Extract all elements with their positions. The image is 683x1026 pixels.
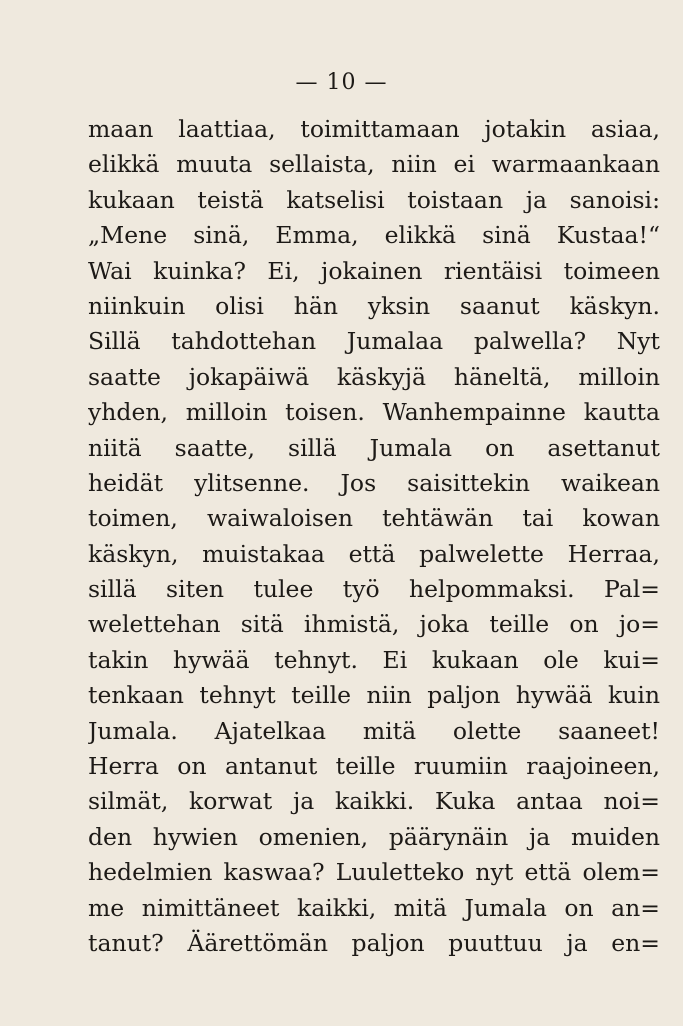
text-line: hedelmien kaswaa? Luuletteko nyt että olem=: [88, 858, 660, 887]
page-number: — 10 —: [295, 70, 388, 95]
text-line: heidät ylitsenne. Jos saisittekin waikean: [88, 468, 660, 497]
text-line: niinkuin olisi hän yksin saanut käskyn.: [88, 291, 660, 320]
text-line: takin hywää tehnyt. Ei kukaan ole kui=: [88, 645, 660, 674]
text-line: tanut? Äärettömän paljon puuttuu ja en=: [88, 928, 660, 957]
text-line: kukaan teistä katselisi toistaan ja sanoisi:: [88, 185, 660, 214]
text-line: elikkä muuta sellaista, niin ei warmaankaan: [88, 150, 660, 179]
body-text: [88, 112, 660, 961]
text-line: Jumala. Ajatelkaa mitä olette saaneet!: [88, 716, 660, 745]
text-line: niitä saatte, sillä Jumala on asettanut: [88, 433, 660, 462]
text-line: Herra on antanut teille ruumiin raajoineen,: [88, 752, 660, 781]
text-line: me nimittäneet kaikki, mitä Jumala on an=: [88, 893, 660, 922]
text-line: tenkaan tehnyt teille niin paljon hywää kuin: [88, 681, 660, 710]
text-line: saatte jokapäiwä käskyjä häneltä, milloin: [88, 362, 660, 391]
text-line: käskyn, muistakaa että palwelette Herraa,: [88, 539, 660, 568]
text-line: maan laattiaa, toimittamaan jotakin asiaa,: [88, 115, 660, 143]
text-line: sillä siten tulee työ helpommaksi. Pal=: [88, 575, 660, 604]
text-line: welettehan sitä ihmistä, joka teille on jo=: [88, 610, 660, 639]
text-line: Sillä tahdottehan Jumalaa palwella? Nyt: [88, 327, 660, 356]
text-line: toimen, waiwaloisen tehtäwän tai kowan: [88, 504, 660, 533]
text-line: den hywien omenien, päärynäin ja muiden: [88, 822, 660, 851]
text-line: „Mene sinä, Emma, elikkä sinä Kustaa!“: [88, 221, 660, 250]
text-line: silmät, korwat ja kaikki. Kuka antaa noi=: [88, 787, 660, 816]
text-line: Wai kuinka? Ei, jokainen rientäisi toimeen: [88, 256, 660, 285]
text-line: yhden, milloin toisen. Wanhempainne kautta: [88, 398, 660, 427]
